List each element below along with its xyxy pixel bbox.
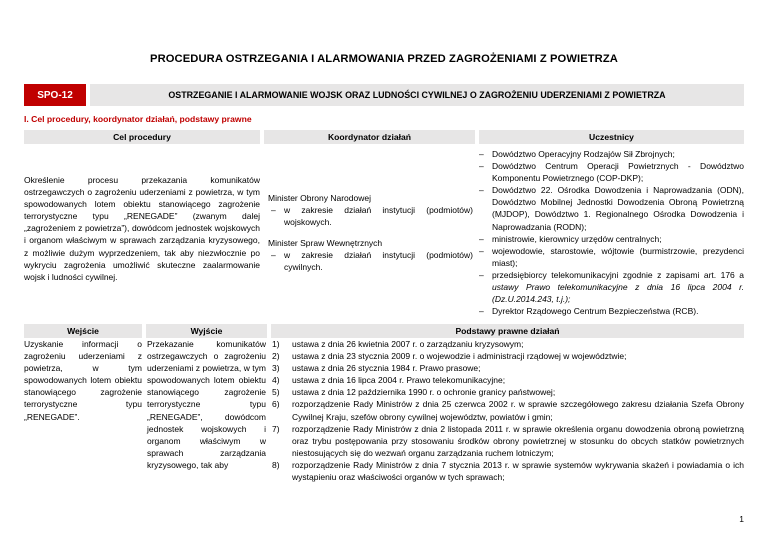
header-uczestnicy: Uczestnicy <box>479 130 744 144</box>
uczestnik-4: – ministrowie, kierownicy urzędów centralnych; <box>476 233 744 245</box>
koordynator-scope-2: – w zakresie działań instytucji (podmiotów) cywilnych. <box>268 249 473 273</box>
podstawa-2-number: 2) <box>272 351 280 362</box>
header-wejscie: Wejście <box>24 324 142 338</box>
wejscie-cell <box>24 338 142 423</box>
uczestnik-2: – Dowództwo Centrum Operacji Powietrznych - Dowództwo Komponentu Powietrznego (COP-DKP); <box>476 160 744 184</box>
podstawa-3-text: ustawa z dnia 26 stycznia 1984 r. Prawo prasowe; <box>292 363 481 374</box>
podstawa-6-text: rozporządzenie Rady Ministrów z dnia 25 czerwca 2002 r. w sprawie szczegółowego zakresu działania Szefa Obrony Cywilnej Kraju, szefów obrony cywilnej województw, powiatów i gmin; <box>292 399 744 422</box>
koordynator-scope-1: – w zakresie działań instytucji (podmiotów) wojskowych. <box>268 204 473 228</box>
podstawa-2 <box>272 350 744 362</box>
podstawa-8-number: 8) <box>272 459 280 470</box>
podstawa-8 <box>272 459 744 483</box>
wyjscie-cell <box>147 338 266 471</box>
podstawa-4 <box>272 374 744 386</box>
podstawa-7-text: rozporządzenie Rady Ministrów z dnia 2 listopada 2011 r. w sprawie określenia organu dowodzenia obroną powietrzną oraz trybu postępowania przy stosowaniu środków obrony powietrznej w stosunku do obcych statków powietrznych niestosujących się do wezwań organu zarządzania ruchem lotniczym; <box>292 423 744 458</box>
podstawa-7-number: 7) <box>272 423 280 434</box>
cel-cell <box>24 144 260 330</box>
podstawa-2-text: ustawa z dnia 23 stycznia 2009 r. o wojewodzie i administracji rządowej w województwie; <box>292 351 627 362</box>
podstawa-6 <box>272 398 744 422</box>
uczestnik-5: – wojewodowie, starostowie, wójtowie (burmistrzowie, prezydenci miast); <box>476 245 744 269</box>
podstawa-6-number: 6) <box>272 399 280 410</box>
procedure-code-badge: SPO-12 <box>24 84 86 106</box>
uczestnik-1: – Dowództwo Operacyjny Rodzajów Sił Zbrojnych; <box>476 148 744 160</box>
podstawy-cell <box>272 338 744 483</box>
podstawa-1-text: ustawa z dnia 26 kwietnia 2007 r. o zarządzaniu kryzysowym; <box>292 339 524 349</box>
uczestnik-7: – Dyrektor Rządowego Centrum Bezpieczeństwa (RCB). <box>476 305 744 317</box>
header-wyjscie: Wyjście <box>146 324 267 338</box>
koordynator-cell <box>268 144 473 330</box>
podstawa-8-text: rozporządzenie Rady Ministrów z dnia 7 stycznia 2013 r. w sprawie systemów wykrywania skażeń i powiadamia o ich wystąpieniu oraz właściwości organów w tych sprawach; <box>292 459 744 483</box>
podstawa-5-text: ustawa z dnia 12 października 1990 r. o ochronie granicy państwowej; <box>292 387 556 398</box>
cel-text: Określenie procesu przekazania komunikatów ostrzegawczych o zagrożeniu uderzeniami z powietrza, w tym spowodowanych lotem obiektu stanowiącego zagrożenie terrorystyczne typu „RENEGADE” (zwanym dalej „zagrożeniem z powietrza”), dowódcom jednostek wojskowych i organom właściwym w sprawach zarządzania kryzysowego, z możliwie dużym wyprzedzeniem, tak aby niezwłocznie po wykryciu zagrożenia umożliwić skuteczne zaalarmowanie wojsk i ludności cywilnej. <box>24 175 260 282</box>
uczestnicy-cell <box>476 144 744 330</box>
procedure-code-row <box>24 84 744 106</box>
page-number: 1 <box>739 514 744 524</box>
koordynator-name-2: Minister Spraw Wewnętrznych <box>268 238 383 249</box>
koordynator-name-1: Minister Obrony Narodowej <box>268 193 371 203</box>
header-koordynator: Koordynator działań <box>264 130 475 144</box>
document-title: PROCEDURA OSTRZEGANIA I ALARMOWANIA PRZED ZAGROŻENIAMI Z POWIETRZA <box>150 53 618 65</box>
procedure-code-title: OSTRZEGANIE I ALARMOWANIE WOJSK ORAZ LUDNOŚCI CYWILNEJ O ZAGROŻENIU UDERZENIAMI Z POWIETRZA <box>90 84 744 106</box>
header-cel: Cel procedury <box>24 130 260 144</box>
podstawa-3 <box>272 362 744 374</box>
uczestnik-6-text: przedsiębiorcy telekomunikacyjni zgodnie z zapisami art. 176 a <box>492 269 744 280</box>
podstawa-3-number: 3) <box>272 363 280 374</box>
uczestnik-6 <box>476 269 744 305</box>
podstawa-7 <box>272 423 744 459</box>
uczestnik-6-italic: ustawy Prawo telekomunikacyjne z dnia 16 lipca 2004 r. (Dz.U.2014.243, t.j.); <box>492 282 744 305</box>
uczestnik-3: – Dowództwo 22. Ośrodka Dowodzenia i Naprowadzania (ODN), Dowództwo Mobilnej Jednostki Dowodzenia Obroną Powietrzną (MJDOP), Dowództwo 1. Regionalnego Ośrodka Dowodzenia i Naprowadzania (RODN); <box>476 184 744 232</box>
uczestnicy-list <box>476 148 744 317</box>
header-podstawy: Podstawy prawne działań <box>271 324 744 338</box>
podstawa-1-number: 1) <box>272 339 280 349</box>
podstawy-list <box>272 338 744 483</box>
podstawa-4-number: 4) <box>272 375 280 386</box>
wejscie-text: Uzyskanie informacji o zagrożeniu uderzeniami z powietrza, w tym spowodowanych lotem obiektu stanowiącego zagrożenie terrorystyczne typu „RENEGADE”. <box>24 339 142 422</box>
podstawa-4-text: ustawa z dnia 16 lipca 2004 r. Prawo telekomunikacyjne; <box>292 375 506 386</box>
section-heading: I. Cel procedury, koordynator działań, podstawy prawne <box>24 114 252 124</box>
podstawa-5-number: 5) <box>272 387 280 398</box>
wyjscie-text: Przekazanie komunikatów ostrzegawczych o zagrożeniu uderzeniami z powietrza, w tym spowodowanych lotem obiektu stanowiącego zagrożenie terrorystyczne typu „RENEGADE”, dowódcom jednostek wojskowych i organom właściwym w sprawach zarządzania kryzysowego, tak aby <box>147 339 266 470</box>
podstawa-5 <box>272 386 744 398</box>
podstawa-1 <box>272 338 744 350</box>
